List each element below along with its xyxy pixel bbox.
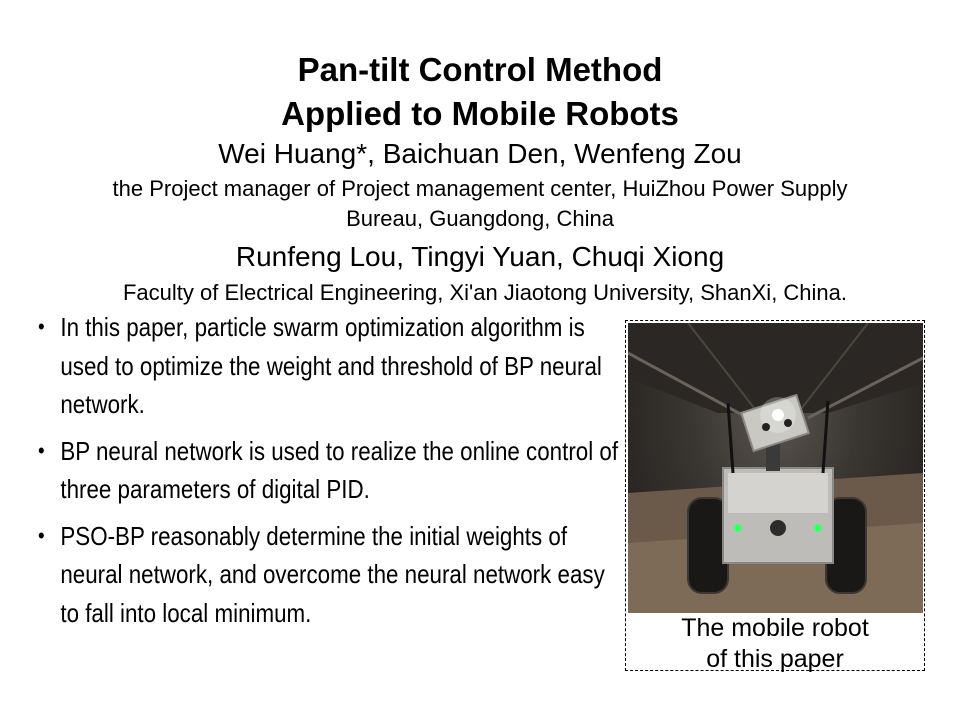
robot-figure bbox=[625, 320, 925, 671]
bullet-list bbox=[38, 308, 619, 640]
front-sensor bbox=[770, 520, 786, 536]
figure-caption bbox=[626, 613, 924, 675]
title-line-1: Pan-tilt Control Method bbox=[297, 51, 663, 88]
caption-line-2: of this paper bbox=[706, 645, 844, 673]
affiliation-1-line-1: the Project manager of Project management center, HuiZhou Power Supply bbox=[112, 176, 848, 201]
robot-photo bbox=[628, 323, 923, 613]
left-led bbox=[734, 524, 742, 532]
antenna-left bbox=[728, 403, 733, 473]
bullet-item bbox=[38, 308, 628, 424]
right-led bbox=[814, 524, 822, 532]
bullet-marker: • bbox=[38, 314, 45, 339]
authors-group-2: Runfeng Lou, Tingyi Yuan, Chuqi Xiong bbox=[235, 241, 725, 272]
bullet-marker: • bbox=[38, 437, 45, 463]
bullet-text: BP neural network is used to realize the online control of three parameters of digital PID. bbox=[60, 435, 619, 504]
affiliation-1 bbox=[0, 174, 960, 234]
bullet-text: In this paper, particle swarm optimization algorithm is used to optimize the weight and threshold of BP neural network. bbox=[60, 312, 602, 419]
bullet-item bbox=[38, 517, 628, 633]
authors-group-1: Wei Huang*, Baichuan Den, Wenfeng Zou bbox=[218, 138, 742, 169]
title-line-2: Applied to Mobile Robots bbox=[281, 95, 679, 132]
robot-illustration bbox=[628, 323, 923, 613]
caption-line-1: The mobile robot bbox=[681, 614, 869, 642]
affiliation-1-line-2: Bureau, Guangdong, China bbox=[346, 206, 614, 231]
bullet-marker: • bbox=[38, 522, 45, 548]
bullet-item bbox=[38, 432, 628, 509]
slide-title bbox=[0, 48, 960, 136]
affiliation-2: Faculty of Electrical Engineering, Xi'an Jiaotong University, ShanXi, China. bbox=[122, 280, 848, 305]
bullet-text: PSO-BP reasonably determine the initial weights of neural network, and overcome the neural network easy to fall into local minimum. bbox=[60, 520, 605, 628]
